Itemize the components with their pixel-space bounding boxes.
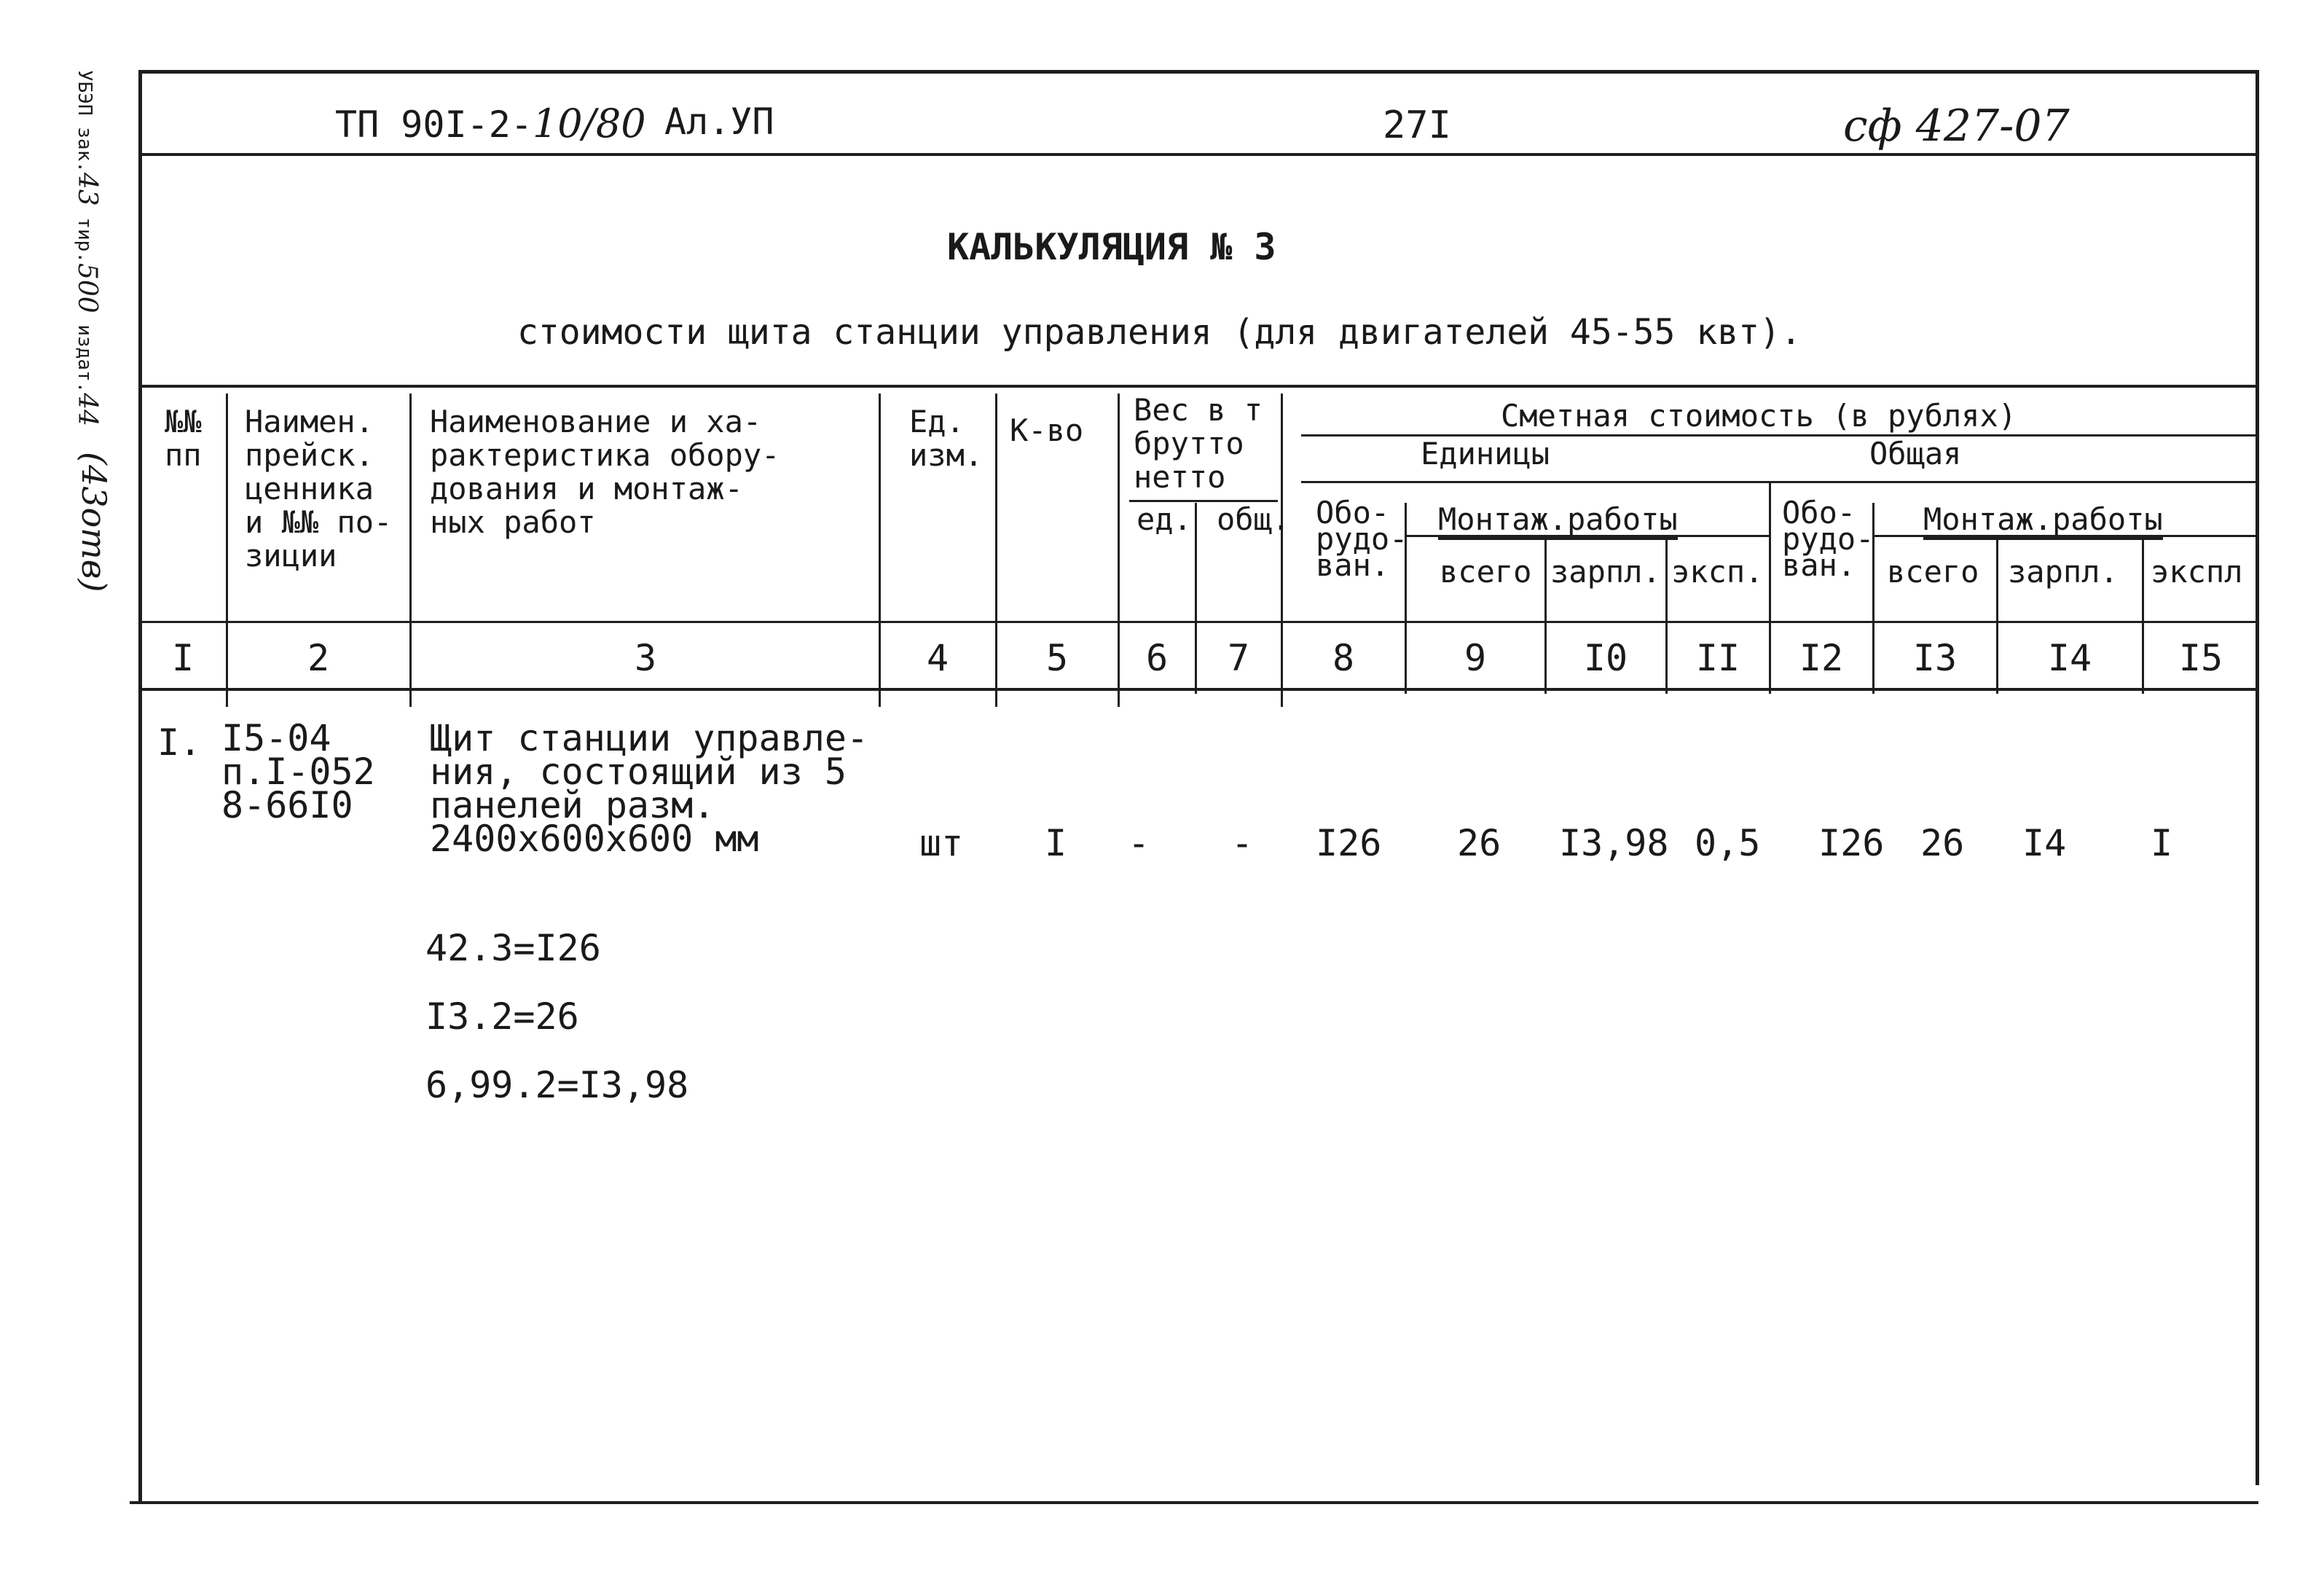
header-rule: [138, 153, 2258, 156]
col-number: I0: [1583, 637, 1628, 679]
header-estimate: Сметная стоимость (в рублях): [1501, 398, 2017, 434]
row-price-reference: I5-04 п.I-052 8-66I0: [221, 717, 375, 826]
header-weight-unit: ед.: [1137, 501, 1192, 537]
col-number: 5: [1045, 637, 1069, 679]
numbers-bottom-rule: [138, 688, 2258, 691]
col-number: I5: [2178, 637, 2223, 679]
col-number: I4: [2047, 637, 2092, 679]
col-number: I2: [1799, 637, 1844, 679]
header-equipment-total: Обо- рудо- ван.: [1782, 495, 1874, 583]
page-number: 27I: [1383, 103, 1451, 147]
copies-count: 500: [72, 262, 102, 313]
header-weight: Вес в т брутто нетто: [1134, 392, 1263, 495]
header-price-reference: Наимен. прейск. ценника и №№ по- зиции: [245, 404, 393, 574]
row-number: I.: [157, 721, 202, 764]
date-stamp: издат.: [74, 324, 95, 394]
calculation-line: I3.2=26: [425, 995, 579, 1038]
sheets-count: 44: [72, 393, 102, 427]
row-install-all: 26: [1457, 822, 1501, 864]
header-per-unit: Единицы: [1421, 436, 1550, 471]
row-total-wage: I4: [2022, 822, 2067, 864]
header-install-wage-total: зарпл.: [2008, 554, 2119, 590]
col-number: 8: [1332, 637, 1355, 679]
header-unit: Ед. изм.: [909, 404, 984, 473]
frame-top: [138, 70, 2258, 74]
header-equipment: Обо- рудо- ван.: [1316, 495, 1408, 583]
row-install-exp: 0,5: [1695, 822, 1761, 864]
frame-left: [138, 70, 142, 1504]
header-install-all: всего: [1440, 554, 1532, 590]
col-number: 4: [926, 637, 949, 679]
stamp-label: УБЭП зак.: [74, 70, 95, 173]
project-code: ТП 90I-2-10/80: [335, 101, 646, 146]
calculation-line: 6,99.2=I3,98: [425, 1064, 689, 1106]
row-unit: шт: [919, 822, 964, 864]
handwritten-reference: сф 427-07: [1843, 101, 2070, 152]
row-equipment: I26: [1316, 822, 1382, 864]
col-number: 3: [634, 637, 657, 679]
header-quantity: К-во: [1010, 412, 1084, 448]
margin-handnote: (43отв): [74, 452, 114, 592]
col-number: 2: [307, 637, 330, 679]
album-label: Ал.УП: [664, 101, 774, 143]
document-subtitle: стоимости щита станции управления (для двигателей 45-55 квт).: [517, 312, 1802, 353]
header-bottom-rule: [138, 621, 2258, 623]
calculation-line: 42.3=I26: [425, 927, 601, 969]
print-label: тир.: [74, 217, 95, 263]
header-name: Наименование и ха- рактеристика обору- дования и монтаж- ных работ: [430, 404, 780, 540]
row-description: Щит станции управле- ния, состоящий из 5 панелей разм. 2400х600х600 мм: [430, 717, 869, 860]
project-suffix: 10/80: [532, 101, 646, 146]
header-install-exp: эксп.: [1671, 554, 1764, 590]
row-weight-total: -: [1231, 822, 1254, 864]
header-installation-total: Монтаж.работы: [1923, 501, 2163, 540]
row-install-wage: I3,98: [1559, 822, 1669, 864]
col-number: 9: [1464, 637, 1487, 679]
header-install-all-total: всего: [1887, 554, 1979, 590]
col-number: 6: [1145, 637, 1169, 679]
table-top-rule: [138, 385, 2258, 388]
frame-right: [2256, 70, 2259, 1485]
col-number: II: [1695, 637, 1740, 679]
row-total-all: 26: [1920, 822, 1965, 864]
col-number: I3: [1912, 637, 1958, 679]
col-number: I: [171, 637, 195, 679]
row-total-exp: I: [2151, 822, 2173, 864]
row-quantity: I: [1045, 822, 1067, 864]
document-title: КАЛЬКУЛЯЦИЯ № 3: [947, 226, 1276, 268]
frame-bottom: [130, 1501, 2258, 1504]
row-total-equipment: I26: [1818, 822, 1885, 864]
header-installation: Монтаж.работы: [1438, 501, 1678, 540]
header-install-exp-total: экспл: [2151, 554, 2243, 590]
header-number: №№ пп: [165, 404, 202, 473]
header-install-wage: зарпл.: [1550, 554, 1661, 590]
unit-total-rule: [1301, 481, 2258, 483]
header-total: Общая: [1869, 436, 1962, 471]
header-weight-total: общ.: [1217, 501, 1291, 537]
order-number: 43: [72, 172, 102, 206]
row-weight-unit: -: [1128, 822, 1150, 864]
col-number: 7: [1227, 637, 1250, 679]
margin-stamp: [72, 70, 102, 426]
